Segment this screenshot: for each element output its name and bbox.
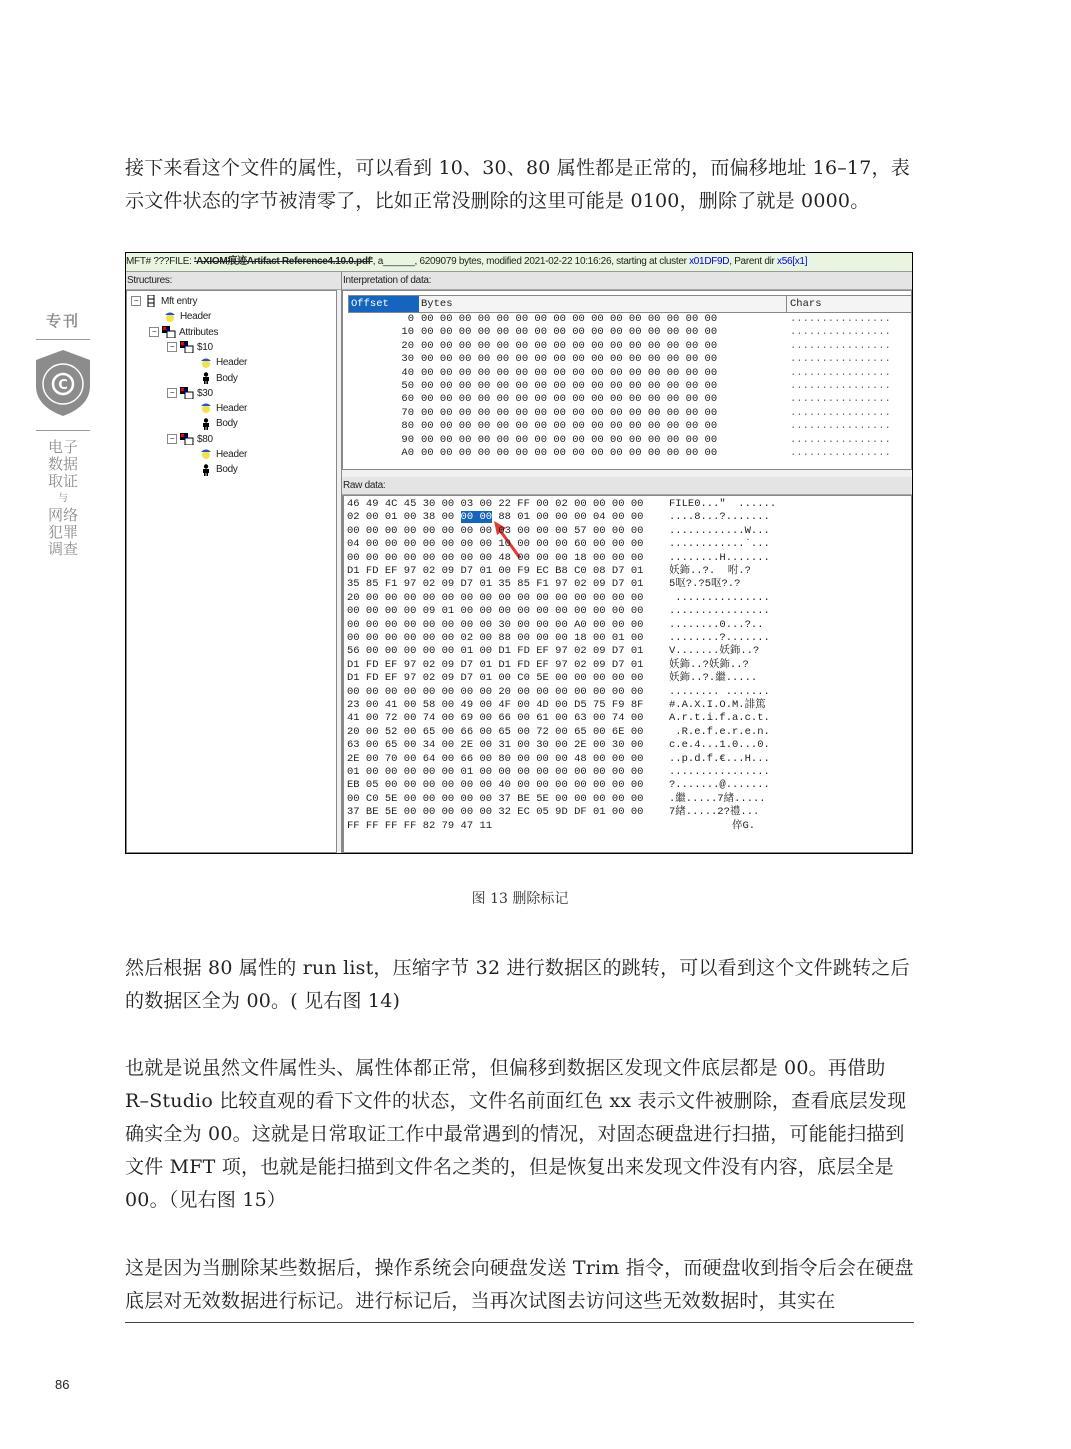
- raw-row: [347, 538, 770, 551]
- raw-row: [347, 752, 770, 766]
- row-chars: 7緖.....2?禮...: [669, 806, 760, 819]
- interpretation-table[interactable]: [342, 290, 912, 470]
- row-hex: 37 BE 5E 00 00 00 00 00 32 EC 05 9D DF 01 00 00: [347, 806, 644, 819]
- row-bytes: 00 00 00 00 00 00 00 00 00 00 00 00 00 00 00 00: [421, 313, 718, 325]
- row-chars: ........H.......: [669, 551, 770, 564]
- tree-node-label: Header: [216, 357, 247, 369]
- attribute-icon: [180, 387, 194, 399]
- row-hex: 23 00 41 00 58 00 49 00 4F 00 4D 00 D5 75 F9 8F: [347, 699, 644, 711]
- tree-node[interactable]: [185, 371, 238, 386]
- collapse-toggle[interactable]: −: [167, 388, 177, 398]
- row-bytes: 00 00 00 00 00 00 00 00 00 00 00 00 00 00 00 00: [421, 433, 718, 446]
- tree-node-label: Body: [216, 372, 238, 384]
- row-bytes: 00 00 00 00 00 00 00 00 00 00 00 00 00 00 00 00: [421, 326, 718, 339]
- row-hex: 00 00 00 00 00 00 00 00 20 00 00 00 00 00 00 00: [347, 685, 644, 698]
- raw-row: [347, 565, 751, 578]
- interpretation-label: Interpretation of data:: [342, 272, 912, 290]
- raw-row: [347, 578, 741, 591]
- row-hex: 20 00 52 00 65 00 66 00 65 00 72 00 65 00 6E 00: [347, 725, 644, 738]
- sidebar-text-line: 网络: [47, 506, 78, 524]
- tree-node[interactable]: [149, 309, 211, 324]
- row-chars: ........ .......: [669, 685, 770, 698]
- collapse-toggle[interactable]: −: [167, 434, 177, 444]
- sidebar-text-line: 电子: [47, 438, 78, 456]
- raw-row: [347, 806, 760, 819]
- row-chars: ................: [790, 353, 891, 366]
- tree-node[interactable]: [149, 325, 218, 340]
- row-chars: ................: [669, 766, 770, 778]
- row-chars: ..p.d.f.€...H...: [669, 752, 770, 765]
- row-chars: #.A.X.I.O.M.誹篤: [669, 699, 766, 711]
- paragraph-3: 也就是说虽然文件属性头、属性体都正常，但偏移到数据区发现文件底层都是 00。再借助 R–Studio 比较直观的看下文件的状态，文件名前面红色 xx 表示文件被删除，查看底层发现确实全为 00。这就是日常取证工作中最常遇到的情况，对固态硬盘进行扫描，可能能扫描到文件 MFT 项，也就是能扫描到文件名之类的，但是恢复出来发现文件没有内容，底层全是 00。（见右图 15）: [125, 1057, 907, 1211]
- raw-row: [347, 685, 770, 699]
- row-hex: 04 00 00 00 00 00 00 00 10 00 00 00 60 00 00 00: [347, 538, 644, 551]
- row-hex: 00 00 00 00 00 00 02 00 88 00 00 00 18 00 01 00: [347, 632, 644, 644]
- sidebar-text-line: 犯罪: [47, 523, 78, 541]
- offset-header[interactable]: Offset: [349, 296, 419, 312]
- tree-node-label: $10: [197, 341, 213, 353]
- tree-node[interactable]: [185, 462, 238, 477]
- row-hex: 00 C0 5E 00 00 00 00 00 37 BE 5E 00 00 00 00 00: [347, 792, 644, 805]
- bytes-header[interactable]: Bytes: [421, 298, 453, 310]
- collapse-toggle[interactable]: −: [149, 327, 159, 337]
- sidebar-text-line: 与: [58, 493, 68, 504]
- row-chars: ................: [790, 393, 891, 406]
- interp-row: [348, 326, 891, 339]
- raw-data-view[interactable]: [342, 495, 912, 853]
- row-chars: ................: [790, 380, 891, 392]
- row-bytes: 00 00 00 00 00 00 00 00 00 00 00 00 00 00 00 00: [421, 406, 718, 419]
- interp-row: [348, 339, 891, 353]
- row-chars: ............W...: [669, 524, 770, 537]
- attributes-icon: [162, 326, 176, 338]
- row-offset: 50: [401, 380, 414, 392]
- row-chars: ................: [790, 447, 891, 459]
- tree-node-label: Body: [216, 418, 238, 430]
- row-hex: 46 49 4C 45 30 00 03 00 22 FF 00 02 00 00 00 00: [347, 498, 644, 510]
- raw-row: [347, 618, 764, 632]
- raw-row: [347, 632, 770, 645]
- structures-label: Structures:: [126, 272, 341, 290]
- row-bytes: 00 00 00 00 00 00 00 00 00 00 00 00 00 00 00 00: [421, 447, 718, 459]
- highlighted-byte: 00: [479, 511, 493, 524]
- row-bytes: 00 00 00 00 00 00 00 00 00 00 00 00 00 00 00 00: [421, 353, 718, 366]
- row-chars: ........?.......: [669, 632, 770, 644]
- row-offset: 30: [401, 353, 414, 366]
- mft-entry-icon: [144, 295, 158, 307]
- row-chars: ................: [790, 366, 891, 379]
- row-hex: 02 00 01 00 38 00 00 00 88 01 00 00 00 04 00 00: [347, 511, 644, 524]
- paragraph-2: 然后根据 80 属性的 run list，压缩字节 32 进行数据区的跳转，可以看到这个文件跳转之后的数据区全为 00。( 见右图 14): [125, 957, 910, 1012]
- row-chars: V.......妖鉓..?: [669, 645, 760, 658]
- sidebar-text-line: 数据: [47, 455, 78, 473]
- raw-row: [347, 551, 770, 565]
- title-bar: MFT# ???FILE: 'AXIOM痕迹Artifact Reference4.10.0.pdf', a______, 6209079 bytes, modified 2021-02-22 10:16:26, starting at cluster x01DF9D, Parent dir x56[x1]: [126, 253, 912, 272]
- row-hex: FF FF FF FF 82 79 47 11: [347, 819, 493, 832]
- raw-row: [347, 699, 766, 712]
- interp-row: [348, 393, 891, 406]
- interp-row: [348, 353, 891, 366]
- tree-node-label: $80: [197, 433, 213, 445]
- row-chars: 5呕?.?5呕?.?: [669, 578, 741, 591]
- tree-node-label: Attributes: [179, 326, 219, 338]
- row-hex: 2E 00 70 00 64 00 66 00 80 00 00 00 48 00 00 00: [347, 752, 644, 765]
- row-chars: ................: [669, 605, 770, 618]
- interp-row: [348, 380, 891, 393]
- tree-node[interactable]: [185, 416, 238, 431]
- divider: [36, 339, 90, 340]
- figure-caption: 图 13 删除标记: [471, 891, 569, 907]
- row-chars: c.e.4...1.0...0.: [669, 739, 770, 752]
- interp-row: [348, 433, 891, 447]
- row-hex: 00 00 00 00 09 01 00 00 00 00 00 00 00 00 00 00: [347, 605, 644, 618]
- tree-node[interactable]: [167, 340, 213, 355]
- collapse-toggle[interactable]: −: [167, 342, 177, 352]
- row-offset: 60: [401, 393, 414, 406]
- raw-row: [347, 524, 770, 538]
- row-chars: 妖鉓..?. 咐.?: [669, 565, 751, 577]
- row-chars: ................: [790, 339, 891, 352]
- row-chars: A.r.t.i.f.a.c.t.: [669, 712, 770, 725]
- interp-row: [348, 313, 891, 326]
- row-offset: A0: [401, 447, 414, 459]
- tree-node[interactable]: [167, 386, 213, 401]
- row-offset: 70: [401, 406, 414, 419]
- table-header: [348, 295, 912, 313]
- row-chars: ?.......@.......: [669, 779, 770, 792]
- row-hex: EB 05 00 00 00 00 00 00 40 00 00 00 00 00 00 00: [347, 779, 644, 792]
- tree-node-label: Header: [216, 449, 247, 460]
- row-chars: ................: [790, 420, 891, 433]
- row-offset: 10: [401, 326, 414, 339]
- header-icon: [163, 311, 177, 323]
- raw-row: [347, 645, 760, 658]
- row-chars: ................: [790, 313, 891, 325]
- page-number: 86: [55, 1377, 70, 1392]
- row-hex: D1 FD EF 97 02 09 D7 01 00 F9 EC B8 C0 08 D7 01: [347, 565, 644, 577]
- sidebar-text-line: 取证: [47, 472, 78, 490]
- data-pane: [342, 272, 912, 853]
- raw-row: [347, 766, 770, 779]
- row-bytes: 00 00 00 00 00 00 00 00 00 00 00 00 00 00 00 00: [421, 380, 718, 392]
- interp-row: [348, 406, 891, 420]
- interp-row: [348, 366, 891, 380]
- body-icon: [199, 372, 213, 384]
- row-chars: ................: [790, 406, 891, 419]
- shield-logo-icon: [32, 348, 94, 418]
- row-hex: 35 85 F1 97 02 09 D7 01 35 85 F1 97 02 09 D7 01: [347, 578, 644, 591]
- row-offset: 80: [401, 420, 414, 433]
- row-chars: ................: [790, 433, 891, 446]
- raw-data-label: Raw data:: [342, 477, 912, 495]
- row-offset: 20: [401, 339, 414, 352]
- raw-row: [347, 739, 770, 752]
- raw-row: [347, 511, 770, 524]
- attribute-icon: [180, 433, 194, 445]
- row-bytes: 00 00 00 00 00 00 00 00 00 00 00 00 00 00 00 00: [421, 366, 718, 379]
- structures-pane: [126, 272, 342, 853]
- interp-row: [348, 447, 891, 460]
- row-hex: 41 00 72 00 74 00 69 00 66 00 61 00 63 00 74 00: [347, 712, 644, 725]
- raw-row: [347, 792, 766, 806]
- tree-node-label: $30: [197, 387, 213, 399]
- raw-row: [347, 819, 756, 833]
- body-icon: [199, 464, 213, 476]
- paragraph-1: 接下来看这个文件的属性，可以看到 10、30、80 属性都是正常的，而偏移地址 16–17，表示文件状态的字节被清零了，比如正常没删除的这里可能是 0100，删除了就是 0000。: [125, 157, 910, 212]
- divider: [36, 430, 90, 431]
- raw-row: [347, 725, 770, 739]
- tree-node-label: Header: [180, 311, 211, 323]
- chars-header[interactable]: Chars: [786, 296, 910, 312]
- body-icon: [199, 418, 213, 430]
- tree-node[interactable]: [167, 432, 213, 447]
- raw-row: [347, 498, 777, 511]
- raw-row: [347, 779, 770, 792]
- row-chars: ....8...?.......: [669, 511, 770, 524]
- row-hex: D1 FD EF 97 02 09 D7 01 00 C0 5E 00 00 00 00 00: [347, 672, 644, 685]
- row-chars: ............`...: [669, 538, 770, 551]
- tree-node[interactable]: [185, 355, 247, 370]
- row-chars: 妖鉓..?.繼.....: [669, 672, 758, 685]
- row-chars: ...............: [669, 591, 770, 604]
- row-chars: 倅G.: [669, 819, 756, 832]
- tree-node[interactable]: [131, 294, 197, 309]
- raw-row: [347, 712, 770, 725]
- mft-viewer-screenshot: [125, 252, 913, 854]
- structure-tree[interactable]: [126, 290, 337, 853]
- tree-node[interactable]: [185, 447, 247, 462]
- row-hex: 63 00 65 00 34 00 2E 00 31 00 30 00 2E 00 30 00: [347, 739, 644, 752]
- tree-node-label: Mft entry: [161, 296, 198, 307]
- row-hex: 56 00 00 00 00 00 01 00 D1 FD EF 97 02 09 D7 01: [347, 645, 644, 658]
- row-hex: D1 FD EF 97 02 09 D7 01 D1 FD EF 97 02 09 D7 01: [347, 658, 644, 671]
- tree-node[interactable]: [185, 401, 247, 416]
- sidebar-title: 专刊: [45, 312, 80, 330]
- row-chars: 妖鉓..?妖鉓..?: [669, 658, 749, 671]
- row-bytes: 00 00 00 00 00 00 00 00 00 00 00 00 00 00 00 00: [421, 420, 718, 433]
- raw-row: [347, 672, 758, 685]
- header-icon: [199, 402, 213, 414]
- raw-row: [347, 658, 749, 672]
- paragraph-4: 这是因为当删除某些数据后，操作系统会向硬盘发送 Trim 指令，而硬盘收到指令后会在硬盘底层对无效数据进行标记。进行标记后，当再次试图去访问这些无效数据时，其实在: [125, 1257, 914, 1312]
- row-offset: 90: [401, 433, 414, 446]
- row-offset: 0: [407, 313, 414, 325]
- row-bytes: 00 00 00 00 00 00 00 00 00 00 00 00 00 00 00 00: [421, 339, 718, 352]
- row-chars: ........0...?..: [669, 618, 764, 631]
- raw-row: [347, 591, 770, 605]
- interp-row: [348, 420, 891, 433]
- row-hex: 00 00 00 00 00 00 00 00 48 00 00 00 18 00 00 00: [347, 551, 644, 564]
- svg-text:C: C: [58, 378, 68, 393]
- row-hex: 01 00 00 00 00 00 01 00 00 00 00 00 00 00 00 00: [347, 766, 644, 778]
- highlighted-byte: 00: [460, 511, 474, 524]
- attribute-icon: [180, 341, 194, 353]
- header-icon: [199, 448, 213, 460]
- row-bytes: 00 00 00 00 00 00 00 00 00 00 00 00 00 00 00 00: [421, 393, 718, 406]
- row-offset: 40: [401, 366, 414, 379]
- sidebar-text-line: 调查: [47, 540, 78, 558]
- row-hex: 20 00 00 00 00 00 00 00 00 00 00 00 00 00 00 00: [347, 591, 644, 604]
- header-icon: [199, 357, 213, 369]
- tree-node-label: Body: [216, 464, 238, 476]
- raw-row: [347, 605, 770, 618]
- row-chars: .R.e.f.e.r.e.n.: [669, 725, 770, 738]
- row-chars: ................: [790, 326, 891, 339]
- sidebar-branding: [30, 310, 96, 558]
- bottom-rule: [125, 1322, 914, 1323]
- collapse-toggle[interactable]: −: [131, 296, 141, 306]
- row-hex: 00 00 00 00 00 00 00 00 30 00 00 00 A0 00 00 00: [347, 618, 644, 631]
- row-chars: FILE0..." ......: [669, 498, 777, 510]
- tree-node-label: Header: [216, 403, 247, 415]
- row-hex: 00 00 00 00 00 00 00 00 03 00 00 00 57 00 00 00: [347, 524, 644, 537]
- row-chars: .繼.....7緖.....: [669, 792, 766, 805]
